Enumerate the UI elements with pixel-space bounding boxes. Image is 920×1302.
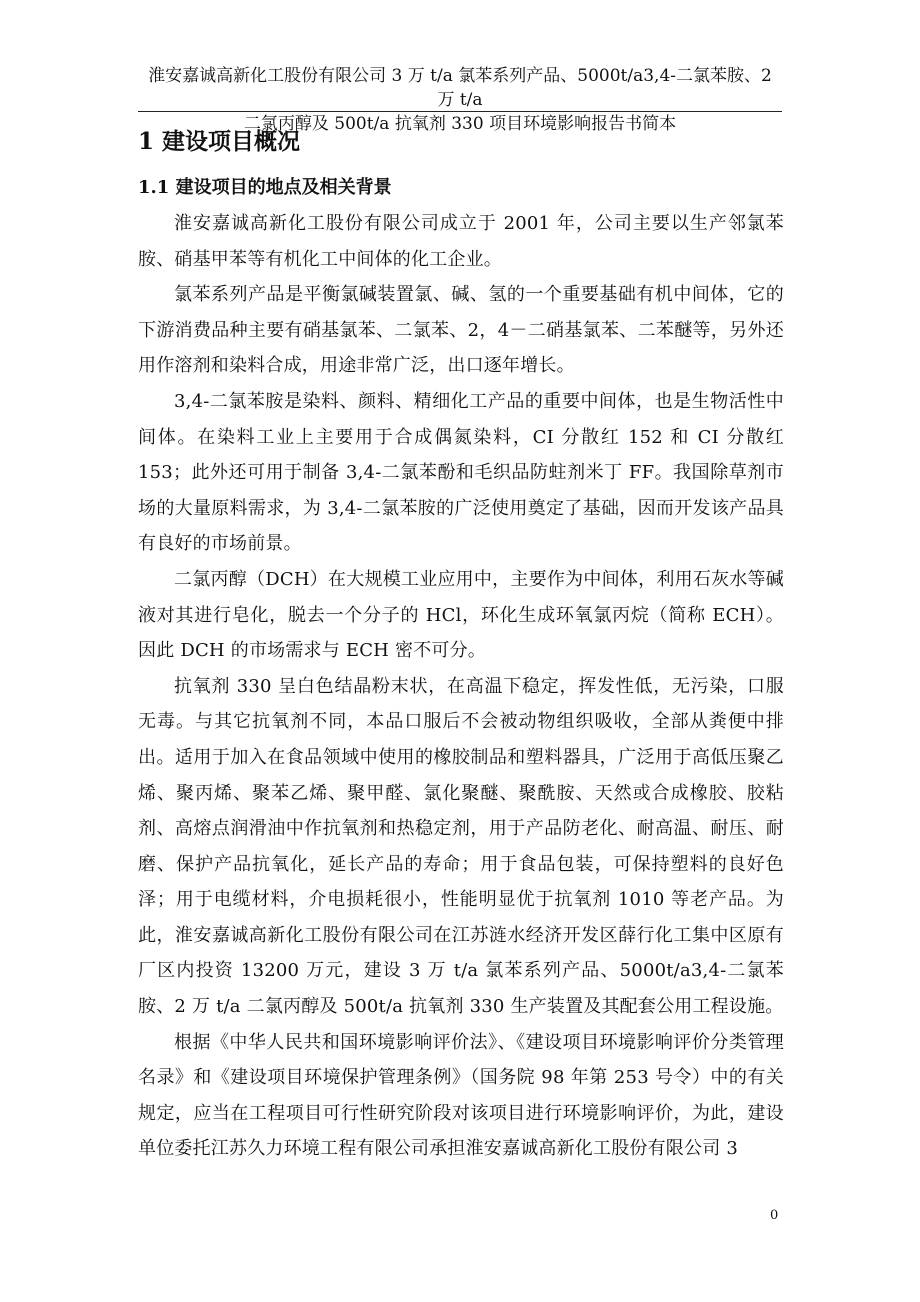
paragraph-company-intro: 淮安嘉诚高新化工股份有限公司成立于 2001 年，公司主要以生产邻氯苯胺、硝基甲苯等有机化工中间体的化工企业。	[138, 213, 784, 270]
section-heading: 1 建设项目概况	[138, 128, 301, 155]
page-number: 0	[770, 1208, 779, 1223]
body-text	[138, 206, 784, 1167]
paragraph-chlorobenzene: 氯苯系列产品是平衡氯碱装置氯、碱、氢的一个重要基础有机中间体，它的下游消费品种主要有硝基氯苯、二氯苯、2，4－二硝基氯苯、二苯醚等，另外还用作溶剂和染料合成，用途非常广泛，出口逐年增长。	[138, 284, 784, 377]
header-line-2: 二氯丙醇及 500t/a 抗氧剂 330 项目环境影响报告书简本	[243, 114, 677, 134]
paragraph-legal-basis: 根据《中华人民共和国环境影响评价法》、《建设项目环境影响评价分类管理名录》和《建设项目环境保护管理条例》（国务院 98 年第 253 号令）中的有关规定，应当在工程项目可行性研究阶段对该项目进行环境影响评价，为此，建设单位委托江苏久力环境工程有限公司承担淮安嘉诚高新化工股份有限公司 3	[138, 1031, 784, 1160]
paragraph-dichloropropanol: 二氯丙醇（DCH）在大规模工业应用中，主要作为中间体，利用石灰水等碱液对其进行皂化，脱去一个分子的 HCl，环化生成环氧氯丙烷（简称 ECH）。因此 DCH 的市场需求与 ECH 密不可分。	[138, 568, 784, 662]
header-divider	[138, 111, 782, 112]
paragraph-antioxidant-330: 抗氧剂 330 呈白色结晶粉末状，在高温下稳定，挥发性低，无污染，口服无毒。与其它抗氧剂不同，本品口服后不会被动物组织吸收，全部从粪便中排出。适用于加入在食品领域中使用的橡胶制品和塑料器具，广泛用于高低压聚乙烯、聚丙烯、聚苯乙烯、聚甲醛、氯化聚醚、聚酰胺、天然或合成橡胶、胶粘剂、高熔点润滑油中作抗氧剂和热稳定剂，用于产品防老化、耐高温、耐压、耐磨、保护产品抗氧化，延长产品的寿命；用于食品包装，可保持塑料的良好色泽；用于电缆材料，介电损耗很小，性能明显优于抗氧剂 1010 等老产品。为此，淮安嘉诚高新化工股份有限公司在江苏涟水经济开发区薛行化工集中区原有厂区内投资 13200 万元，建设 3 万 t/a 氯苯系列产品、5000t/a3,4-二氯苯胺、2 万 t/a 二氯丙醇及 500t/a 抗氧剂 330 生产装置及其配套公用工程设施。	[138, 675, 784, 1018]
paragraph-dichloroaniline: 3,4-二氯苯胺是染料、颜料、精细化工产品的重要中间体，也是生物活性中间体。在染料工业上主要用于合成偶氮染料，CI 分散红 152 和 CI 分散红 153；此外还可用于制备 3,4-二氯苯酚和毛织品防蛀剂米丁 FF。我国除草剂市场的大量原料需求，为 3,4-二氯苯胺的广泛使用奠定了基础，因而开发该产品具有良好的市场前景。	[138, 390, 784, 555]
subsection-heading: 1.1 建设项目的地点及相关背景	[138, 177, 392, 198]
header-line-1: 淮安嘉诚高新化工股份有限公司 3 万 t/a 氯苯系列产品、5000t/a3,4-二氯苯胺、2 万 t/a	[148, 66, 772, 110]
